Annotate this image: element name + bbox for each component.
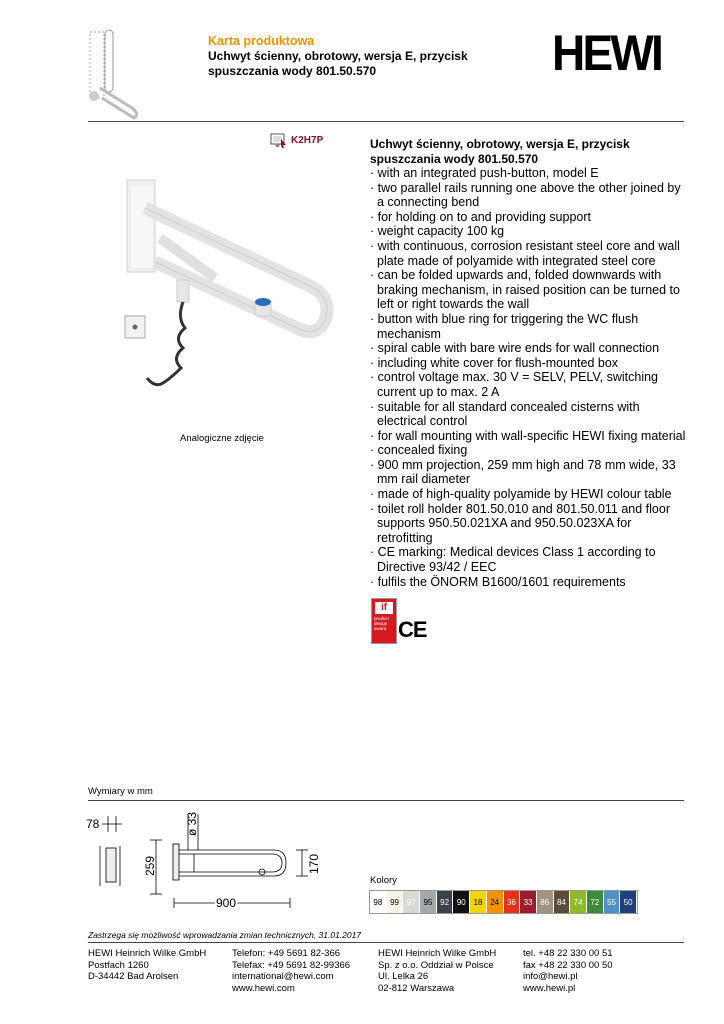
if-logo: if bbox=[375, 602, 393, 614]
color-swatch: 99 bbox=[387, 891, 404, 913]
product-thumbnail bbox=[80, 28, 152, 120]
feature-item: · can be folded upwards and, folded downwards with braking mechanism, in raised position can be turned to left or right towards the wall bbox=[370, 268, 680, 312]
feature-item: · fulfils the ÖNORM B1600/1601 requirements bbox=[370, 574, 626, 589]
footer-line: Sp. z o.o. Oddział w Polsce bbox=[378, 959, 494, 971]
dim-width-78: 78 bbox=[86, 817, 100, 831]
dim-length-900: 900 bbox=[216, 896, 237, 910]
hewi-logo: HEWI bbox=[552, 25, 662, 81]
color-swatch: 90 bbox=[453, 891, 470, 913]
dimensions-title: Wymiary w mm bbox=[88, 786, 153, 797]
color-swatch: 24 bbox=[487, 891, 504, 913]
feature-item: · button with blue ring for triggering the WC flush mechanism bbox=[370, 311, 639, 341]
footer-line: HEWI Heinrich Wilke GmbH bbox=[378, 948, 497, 959]
feature-item: · two parallel rails running one above the other joined by a connecting bend bbox=[370, 180, 681, 210]
footer-divider bbox=[88, 942, 684, 943]
monitor-cursor-icon bbox=[270, 133, 288, 149]
footer-email-link[interactable]: info@hewi.pl bbox=[523, 971, 578, 982]
feature-item: · including white cover for flush-mounted box bbox=[370, 355, 619, 370]
footer-line: Telefax: +49 5691 82-99366 bbox=[232, 959, 351, 971]
footer-line: Telefon: +49 5691 82-366 bbox=[232, 948, 341, 959]
footer-web-link[interactable]: www.hewi.com bbox=[232, 982, 295, 994]
image-caption: Analogiczne zdjęcie bbox=[180, 433, 264, 444]
color-swatch: 50 bbox=[620, 891, 637, 913]
footer-web-link[interactable]: www.hewi.pl bbox=[523, 982, 576, 994]
footer-line: Ul. Lelka 26 bbox=[378, 971, 429, 982]
footer-address-de bbox=[88, 948, 206, 983]
color-swatches bbox=[369, 890, 638, 914]
product-photo bbox=[115, 178, 345, 393]
product-code-link[interactable]: K2H7P bbox=[291, 135, 324, 146]
footer-line: Postfach 1260 bbox=[88, 959, 149, 971]
footer-line: 02-812 Warszawa bbox=[378, 982, 455, 994]
color-swatch: 55 bbox=[604, 891, 621, 913]
color-swatch: 92 bbox=[437, 891, 454, 913]
color-swatch: 95 bbox=[420, 891, 437, 913]
colors-label: Kolory bbox=[370, 875, 397, 886]
color-swatch: 97 bbox=[403, 891, 420, 913]
feature-item: · made of high-quality polyamide by HEWI colour table bbox=[370, 487, 672, 502]
footer-line: fax +48 22 330 00 50 bbox=[523, 959, 613, 971]
ce-mark: CE bbox=[398, 617, 427, 642]
feature-item: · CE marking: Medical devices Class 1 according to Directive 93/42 / EEC bbox=[370, 545, 656, 575]
if-award-label: product design award bbox=[374, 616, 390, 631]
dimensions-divider bbox=[88, 800, 684, 801]
feature-item: · concealed fixing bbox=[370, 443, 468, 458]
header-divider bbox=[88, 121, 684, 122]
feature-item: · weight capacity 100 kg bbox=[370, 224, 505, 239]
feature-item: · suitable for all standard concealed cisterns with electrical control bbox=[370, 399, 640, 429]
footer-email-link[interactable]: international@hewi.com bbox=[232, 971, 334, 982]
if-design-award-badge bbox=[371, 598, 397, 644]
feature-item: · 900 mm projection, 259 mm high and 78 mm wide, 33 mm rail diameter bbox=[370, 457, 676, 487]
color-swatch: 18 bbox=[470, 891, 487, 913]
feature-list bbox=[370, 166, 690, 589]
technical-changes-note: Zastrzega się możliwość wprowadzania zmian technicznych, 31.01.2017 bbox=[88, 930, 362, 940]
feature-item: · with an integrated push-button, model E bbox=[370, 166, 599, 180]
feature-item: · control voltage max. 30 V = SELV, PELV, switching current up to max. 2 A bbox=[370, 370, 659, 399]
feature-item: · for wall mounting with wall-specific HEWI fixing material bbox=[370, 428, 686, 443]
feature-item: · spiral cable with bare wire ends for wall connection bbox=[370, 341, 660, 356]
header-product-title: Uchwyt ścienny, obrotowy, wersja E, przycisk spuszczania wody 801.50.570 bbox=[208, 49, 468, 78]
dim-height-170: 170 bbox=[307, 853, 321, 874]
dim-height-259: 259 bbox=[143, 855, 157, 876]
dimension-drawing bbox=[86, 806, 336, 910]
feature-item: · for holding on to and providing support bbox=[370, 209, 591, 224]
product-title: Uchwyt ścienny, obrotowy, wersja E, przycisk spuszczania wody 801.50.570 bbox=[370, 137, 630, 166]
footer-contact-pl bbox=[523, 948, 613, 994]
color-swatch: 36 bbox=[504, 891, 521, 913]
footer-address-pl bbox=[378, 948, 496, 994]
color-swatch: 84 bbox=[554, 891, 571, 913]
color-swatch: 72 bbox=[587, 891, 604, 913]
footer-contact-de bbox=[232, 948, 350, 994]
doc-type-label: Karta produktowa bbox=[208, 34, 315, 48]
dim-diameter-33: ø 33 bbox=[185, 811, 199, 836]
footer-line: HEWI Heinrich Wilke GmbH bbox=[88, 948, 207, 959]
color-swatch: 74 bbox=[570, 891, 587, 913]
footer-line: tel. +48 22 330 00 51 bbox=[523, 948, 613, 959]
footer-line: D-34442 Bad Arolsen bbox=[88, 971, 179, 982]
feature-item: · with continuous, corrosion resistant steel core and wall plate made of polyamide with integrated steel core bbox=[370, 238, 680, 268]
feature-item: · toilet roll holder 801.50.010 and 801.50.011 and floor supports 950.50.021XA and 950.50.023XA for retrofitting bbox=[370, 501, 670, 545]
color-swatch: 86 bbox=[537, 891, 554, 913]
color-swatch: 33 bbox=[520, 891, 537, 913]
color-swatch: 98 bbox=[370, 891, 387, 913]
